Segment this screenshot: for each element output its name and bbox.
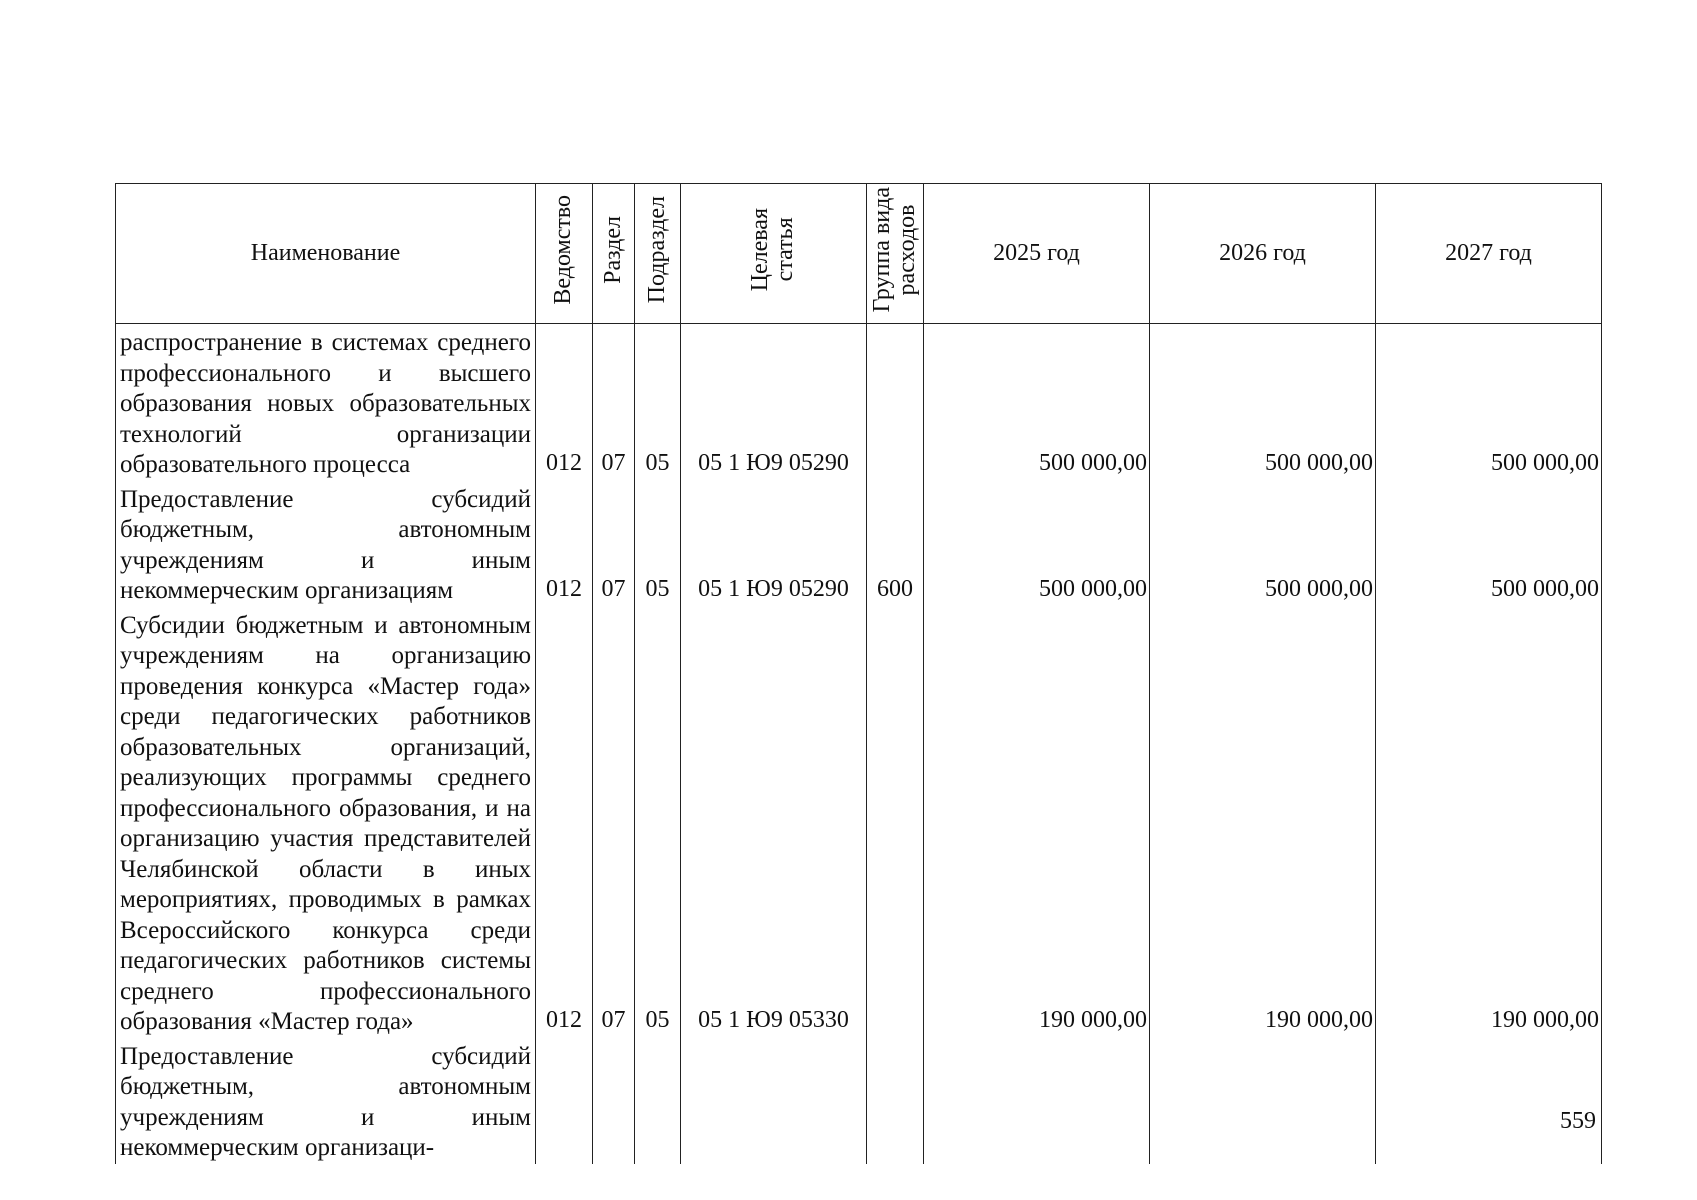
row-name: Предоставление субсидий бюджетным, автономным учреждениям и иным некоммерческим организаци-	[116, 1038, 536, 1164]
row-2026: 190 000,00	[1150, 607, 1376, 1038]
budget-table	[115, 183, 1602, 1164]
table-row	[116, 481, 1602, 607]
row-2026	[1150, 1038, 1376, 1164]
row-department	[536, 1038, 593, 1164]
row-section: 07	[593, 481, 635, 607]
table-row	[116, 324, 1602, 481]
header-year-2025: 2025 год	[924, 184, 1150, 324]
row-2027: 190 000,00	[1376, 607, 1602, 1038]
row-section: 07	[593, 607, 635, 1038]
row-subsection: 05	[635, 324, 681, 481]
header-year-2027: 2027 год	[1376, 184, 1602, 324]
row-2027: 500 000,00	[1376, 324, 1602, 481]
row-name: Предоставление субсидий бюджетным, автономным учреждениям и иным некоммерческим организациям	[116, 481, 536, 607]
row-target: 05 1 Ю9 05290	[681, 324, 867, 481]
table-row	[116, 607, 1602, 1038]
row-2025	[924, 1038, 1150, 1164]
row-name: Субсидии бюджетным и автономным учреждениям на организацию проведения конкурса «Мастер года» среди педагогических работников образовательных организаций, реализующих программы среднего профессионального образования, и на организацию участия представителей Челябинской области в иных мероприятиях, проводимых в рамках Всероссийского конкурса среди педагогических работников системы среднего профессионального образования «Мастер года»	[116, 607, 536, 1038]
table-row	[116, 1038, 1602, 1164]
row-target: 05 1 Ю9 05330	[681, 607, 867, 1038]
row-department: 012	[536, 481, 593, 607]
row-department: 012	[536, 607, 593, 1038]
row-target	[681, 1038, 867, 1164]
header-year-2026: 2026 год	[1150, 184, 1376, 324]
row-2026: 500 000,00	[1150, 481, 1376, 607]
row-2025: 500 000,00	[924, 324, 1150, 481]
header-department: Ведомство	[536, 184, 593, 324]
row-section	[593, 1038, 635, 1164]
row-group	[867, 1038, 924, 1164]
row-subsection	[635, 1038, 681, 1164]
page-number: 559	[1560, 1108, 1596, 1134]
row-subsection: 05	[635, 481, 681, 607]
row-subsection: 05	[635, 607, 681, 1038]
row-2027: 500 000,00	[1376, 481, 1602, 607]
row-target: 05 1 Ю9 05290	[681, 481, 867, 607]
row-group	[867, 324, 924, 481]
row-2027	[1376, 1038, 1602, 1164]
row-group	[867, 607, 924, 1038]
row-2026: 500 000,00	[1150, 324, 1376, 481]
row-2025: 500 000,00	[924, 481, 1150, 607]
row-section: 07	[593, 324, 635, 481]
row-group: 600	[867, 481, 924, 607]
header-section: Раздел	[593, 184, 635, 324]
header-target-article: Целевая статья	[681, 184, 867, 324]
header-subsection: Подраздел	[635, 184, 681, 324]
row-2025: 190 000,00	[924, 607, 1150, 1038]
row-name: распространение в системах среднего профессионального и высшего образования новых образовательных технологий организации образовательного процесса	[116, 324, 536, 481]
table-header-row	[116, 184, 1602, 324]
row-department: 012	[536, 324, 593, 481]
header-expense-group: Группа вида расходов	[867, 184, 924, 324]
header-name: Наименование	[116, 184, 536, 324]
